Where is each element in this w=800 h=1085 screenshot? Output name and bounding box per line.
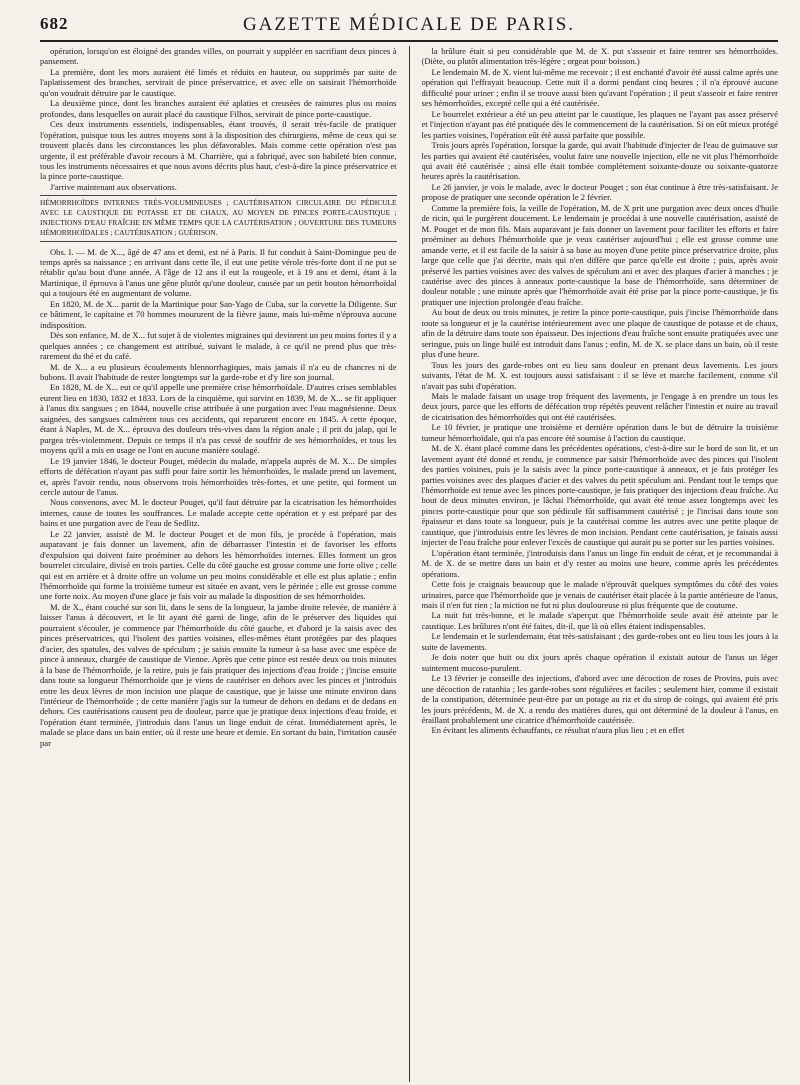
paragraph: Je dois noter que huit ou dix jours après chaque opération il existait autour de l'anus un léger suintement mucoso-purulent. bbox=[421, 652, 778, 673]
paragraph: Dès son enfance, M. de X... fut sujet à de violentes migraines qui devinrent un peu moins fortes il y a quelques années ; ce changement est attribué, suivant le malade, à ce qu'il ne prend plus que très-rarement du thé et du café. bbox=[40, 330, 397, 362]
paragraph: La première, dont les mors auraient été limés et réduits en hauteur, ou supprimés par suite de l'aplatissement des branches, servirait de pince préservatrice, et avec elle on saisirait l'hémorrhoïde qu'on voudrait détruire par le caustique. bbox=[40, 66, 397, 98]
running-title: GAZETTE MÉDICALE DE PARIS. bbox=[242, 14, 576, 35]
paragraph: Le 10 février, je pratique une troisième et dernière opération dans le but de détruire la troisième tumeur hémorrhoïdale, qui n'a pas encore été soumise à l'action du caustique. bbox=[421, 422, 778, 443]
paragraph: La deuxième pince, dont les branches auraient été aplaties et creusées de rainures plus ou moins profondes, dans lesquelles on aurait placé du caustique Filhos, servirait de pince porte-caustique. bbox=[40, 98, 397, 119]
paragraph: Le 19 janvier 1846, le docteur Pouget, médecin du malade, m'appela auprès de M. X... De simples efforts de défécation n'ayant pas suffi pour faire sortir les hémorrhoïdes, le malade prend un lavement, et, après l'avoir rendu, nous observons trois hémorrhoïdes très-fortes, et une petite, qui forment un cercle autour de l'anus. bbox=[40, 455, 397, 497]
paragraph: Nous convenons, avec M. le docteur Pouget, qu'il faut détruire par la cicatrisation les hémorrhoïdes internes, cause de toutes les souffrances. Le malade accepte cette opération et y est préparé par des bains et une purgation avec de l'eau de Sedlitz. bbox=[40, 497, 397, 529]
paragraph: Obs. I. — M. de X..., âgé de 47 ans et demi, est né à Paris. Il fut conduit à Saint-Domingue peu de temps après sa naissance ; en arrivant dans cette île, il eut une petite vérole très-forte dont il ne put se rétablir qu'au bout d'une année. A l'âge de 12 ans il eut la rougeole, et à 19 ans et demi, étant à la Martinique, il éprouva à l'anus une gêne plutôt qu'une douleur, causée par un petit bouton hémorrhoïdal qui a toujours été en augmentant de volume. bbox=[40, 246, 397, 299]
right-column bbox=[422, 46, 779, 1082]
paragraph: Le 13 février je conseille des injections, d'abord avec une décoction de roses de Provins, puis avec une décoction de ratanhia ; les garde-robes sont régulières et faciles ; seulement hier, comme il existait de la constipation, déterminée peut-être par un potage au riz et du sirop de coings, qui avaient été pris les jours précédents, M. de X. a rendu des matières dures, qui ont déterminé de la douleur à l'anus, en éraillant probablement une cicatrice d'hémorrhoïde cautérisée. bbox=[421, 673, 778, 725]
paragraph: Tous les jours des garde-robes ont eu lieu sans douleur en prenant deux lavements. Les jours suivants, l'état de M. X. est toujours aussi satisfaisant : il se lève et marche facilement, comme s'il n'avait pas subi d'opération. bbox=[421, 359, 778, 391]
paragraph: Comme la première fois, la veille de l'opération, M. de X prit une purgation avec deux onces d'huile de ricin, qui le purgèrent doucement. Le lendemain je procédai à une nouvelle cautérisation, assisté de M. Pouget et de mon fils. Mais auparavant je fais donner un lavement pour faciliter les efforts et faire proéminer au dehors l'hémorrhoïde que je veux cautériser aujourd'hui ; elle est grosse comme une amande verte, et il est facile de la saisir à sa base au moyen d'une petite pince préservatrice droite, plus large que celle que j'ai décrite, mais qui n'en diffère que parce qu'elle est droite ; puis, après avoir préservé les parties voisines avec des valves de spéculum ani et avec des plaques d'acier à manches ; je cautérise avec des pinces à anneaux porte-caustique la base de l'hémorrhoïde, sans déterminer de douleur notable ; une minute après que l'hémorrhoïde avait été prise par la pince porte-caustique, je fis pratiquer une injection prolongée d'eau fraîche. bbox=[421, 202, 778, 307]
paragraph: Le lendemain et le surlendemain, état très-satisfaisant ; des garde-robes ont eu lieu tous les jours à la suite de lavements. bbox=[421, 631, 778, 652]
paragraph: M. de X. étant placé comme dans les précédentes opérations, c'est-à-dire sur le bord de son lit, et un lavement ayant été donné et rendu, je commence par saisir l'hémorrhoïde avec des pinces qui l'isolent des parties voisines, puis je la saisis avec la pince porte-caustique à anneaux, et je fais protéger les parties voisines avec des plaques d'acier et des valves du petit spéculum ani. Pendant tout le temps que l'hémorrhoïde est tenue avec les pinces porte-caustique, je fais pratiquer des injections d'eau fraîche. Au bout de deux minutes environ, je lâchai l'hémorrhoïde, qui avait été tenue assez longtemps avec les pinces porte-caustique pour que son pédicule fût suffisamment cautérisé ; je l'incisai dans toute son épaisseur et dans toute sa longueur, puis je la cautérisai comme les autres avec une petite plaque de caustique, que j'introduisis entre les lèvres de mon incision. Pendant cette cautérisation, je faisais aussi injecter de l'eau fraîche pour enlever l'excès de caustique qui aurait pu se porter sur les parties voisines. bbox=[421, 443, 778, 548]
paragraph: En 1820, M. de X... partit de la Martinique pour San-Yago de Cuba, sur la corvette la Diligente. Sur ce bâtiment, le capitaine et 70 hommes moururent de la fièvre jaune, mais lui-même n'éprouva aucune indisposition. bbox=[40, 298, 397, 330]
paragraph: J'arrive maintenant aux observations. bbox=[50, 181, 177, 192]
page-number: 682 bbox=[40, 14, 69, 33]
paragraph: opération, lorsqu'on est éloigné des grandes villes, on pourrait y suppléer en sacrifiant deux pinces à pansement. bbox=[40, 46, 397, 67]
paragraph: Le lendemain M. de X. vient lui-même me recevoir ; il est enchanté d'avoir été aussi calme après une opération qui l'effrayait beaucoup. Cette nuit il a dormi pendant cinq heures ; il n'a éprouvé aucune difficulté pour uriner ; enfin il se trouve aussi bien qu'avant l'opération ; il peut s'asseoir et faire rentrer ses hémorrhoïdes, excepté celle qui a été cautérisée. bbox=[421, 66, 778, 109]
paragraph: L'opération étant terminée, j'introduisis dans l'anus un linge fin enduit de cérat, et je recommandai à M. de X. de se mettre dans un bain et d'y rester au moins une heure, comme après les précédentes opérations. bbox=[421, 547, 778, 579]
left-column bbox=[40, 46, 397, 1082]
paragraph: Cette fois je craignais beaucoup que le malade n'éprouvât quelques symptômes du côté des voies urinaires, parce que l'hémorrhoïde que je venais de cautériser était placée à la partie antérieure de l'anus, mais il n'en fut rien ; la miction ne fut ni plus douloureuse ni plus fréquente que de coutume. bbox=[421, 579, 778, 611]
observation-heading: HÉMORRHOÏDES INTERNES TRÈS-VOLUMINEUSES ; CAUTÉRISATION CIRCULAIRE DU PÉDICULE AVEC LE CAUSTIQUE DE POTASSE ET DE CHAUX, AU MOYEN DE PINCES PORTE-CAUSTIQUE ; INJECTIONS D'EAU FRAÎCHE EN MÊME TEMPS QUE LA CAUTÉRISATION ; OUVERTURE DES TUMEURS HÉMORRHOÏDALES ; CAUTÉRISATION ; GUÉRISON. bbox=[40, 195, 397, 241]
paragraph: En 1828, M. de X... eut ce qu'il appelle une première crise hémorrhoïdale. D'autres crises semblables eurent lieu en 1830, 1832 et 1833. Lors de la cinquième, qui survint en 1839, M. de X... se fit appliquer à l'anus dix sangsues ; en 1844, nouvelle crise attribuée à une purgation avec l'eau magnésienne. Deux saignées, des sangsues calmèrent tous ces accidents, qui reparurent encore en 1845. A cette époque, étant à Naples, M. de X... éprouva des douleurs très-vives dans la région anale ; il prit du jalap, qui le purgea très-violemment. Depuis ce temps il n'a pas cessé de souffrir de ses hémorrhoïdes, et tous les moyens qu'il a mis en usage ne l'ont en aucune manière soulagé. bbox=[40, 382, 397, 456]
paragraph: Au bout de deux ou trois minutes, je retire la pince porte-caustique, puis j'incise l'hémorrhoïde dans toute sa longueur et je la cautérise intérieurement avec une plaque de caustique de potasse et de chaux, afin de la détruire dans toute son épaisseur. Des injections d'eau fraîche sont ensuite pratiquées avec une seringue, puis un linge huilé est introduit dans l'anus ; enfin, M. de X. se place dans un bain, où il reste plus d'une heure. bbox=[421, 307, 778, 360]
paragraph: Ces deux instruments essentiels, indispensables, étant trouvés, il serait très-facile de pratiquer l'opération, puisque tous les autres moyens sont à la disposition des chirurgiens, même de ceux qui se trouvent placés dans les circonstances les plus défavorables. Mais comme cette opération n'est pas urgente, il est préférable d'avoir recours à M. Charrière, qui a fabriqué, avec son habileté bien connue, tous les instruments nécessaires et que nous avons décrits plus haut, c'est-à-dire la pince préservatrice et la pince porte-caustique. bbox=[40, 119, 397, 182]
paragraph: M. de X... a eu plusieurs écoulements blennorrhagiques, mais jamais il n'a eu de chancres ni de bubons. Il avait l'habitude de rester longtemps sur la garde-robe et d'y lire son journal. bbox=[40, 361, 397, 382]
text-columns bbox=[40, 46, 778, 1082]
paragraph: M. de X., étant couché sur son lit, dans le sens de la longueur, la jambe droite relevée, de manière à laisser l'anus à découvert, et le lit ayant été garni de linge, afin de le préserver des liquides qui pourraient s'écouler, je commence par l'hémorrhoïde du côté gauche, et d'abord je la saisis avec des pinces préservatrices, qui l'isolent des parties voisines, elles-mêmes étant protégées par des plaques d'acier, des spatules, des valves de spéculum ; je saisis ensuite la tumeur à sa base avec une espèce de pince à anneaux, chargée de caustique de Vienne. Après que cette pince est restée deux ou trois minutes à la base de l'hémorrhoïde, je la retire, puis je fais pratiquer des injections d'eau froide ; j'incise ensuite dans toute sa longueur l'hémorrhoïde que je viens de cautériser en dehors avec les pinces et j'introduis entre les deux lèvres de mon incision une plaque de caustique, que je laisse une minute environ dans l'intérieur de l'hémorrhoïde ; de cette manière j'agis sur la tumeur de dehors en dedans et de dedans en dehors. Ces cautérisations causent peu de douleur, parce que je pratique deux injections d'eau froide, et l'opération étant terminée, j'introduis dans l'anus un linge enduit de cérat. Immédiatement après, le malade se place dans un bain entier, où il reste une heure et demie. En sortant du bain, l'irritation causée par bbox=[40, 601, 397, 748]
paragraph: La nuit fut très-bonne, et le malade s'aperçut que l'hémorrhoïde seule avait été atteinte par le caustique. Les brûlures n'ont été faites, dit-il, que là où elles étaient indispensables. bbox=[421, 610, 778, 631]
paragraph: En évitant les aliments échauffants, ce résultat n'aura plus lieu ; et en effet bbox=[431, 725, 685, 736]
paragraph: Le 22 janvier, assisté de M. le docteur Pouget et de mon fils, je procède à l'opération, mais auparavant je fais donner un lavement, afin de débarrasser l'intestin et de favoriser les efforts d'expulsion qui doivent faire proéminer au dehors les hémorrhoïdes internes. Elles forment un gros bourrelet circulaire, divisé en trois parties. Celle du côté gauche est grosse comme une forte olive ; celle qui est en arrière et à droite offre un volume un peu moins considérable et elle est plus aplatie ; enfin l'hémorrhoïde qui forme la troisième tumeur est située en avant, vers le périnée ; elle est grosse comme une forte noix. Au moyen d'une glace je fais voir au malade la disposition de ses hémorrhoïdes. bbox=[40, 528, 397, 602]
paragraph: la brûlure était si peu considérable que M. de X. put s'asseoir et faire rentrer ses hémorrhoïdes. (Diète, ou plutôt alimentation très-légère ; orgeat pour boisson.) bbox=[421, 46, 778, 67]
paragraph: Trois jours après l'opération, lorsque la garde, qui avait l'habitude d'injecter de l'eau de guimauve sur les parties qui avaient été cautérisées, voulut faire une nouvelle injection, elle ne vit plus l'hémorrhoïde qui avait été cautérisée ; ainsi elle était tombée complétement soixante-douze ou soixante-quatorze heures après la cautérisation. bbox=[421, 140, 778, 182]
paragraph: Mais le malade faisant un usage trop fréquent des lavements, je l'engage à en prendre un tous les deux jours, parce que les efforts de défécation trop répétés peuvent relâcher l'intestin et nuire au travail de cicatrisation des hémorrhoïdes qui ont été cautérisées. bbox=[421, 390, 778, 422]
paragraph: Le bourrelet extérieur a été un peu atteint par le caustique, les plaques ne l'ayant pas assez préservé et l'injection n'ayant pas été pratiquée dès le commencement de la cautérisation. Si on eût mieux protégé les parties voisines, l'opération eût été aussi parfaite que possible. bbox=[421, 108, 778, 140]
page-header bbox=[40, 14, 778, 42]
paragraph: Le 26 janvier, je vois le malade, avec le docteur Pouget ; son état continue à être très-satisfaisant. Je propose de pratiquer une seconde opération le 2 février. bbox=[421, 181, 778, 203]
column-rule bbox=[409, 46, 410, 1082]
